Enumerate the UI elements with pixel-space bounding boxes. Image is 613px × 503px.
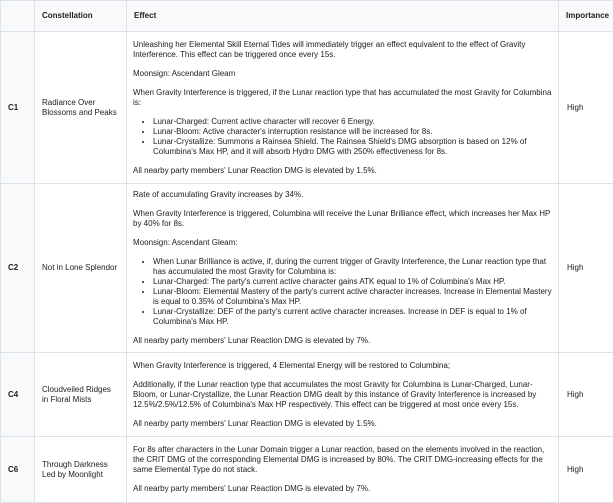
- row-effect: [127, 437, 559, 503]
- row-importance: High: [559, 184, 613, 353]
- header-importance: Importance: [559, 1, 613, 32]
- effect-paragraph: All nearby party members' Lunar Reaction DMG is elevated by 1.5%.: [133, 419, 552, 429]
- effect-bullet-item: • Lunar-Crystallize: DEF of the party's current active character increases. Increase in DEF is equal to 1% of Columbina's Max HP.: [153, 307, 552, 327]
- header-constellation: Constellation: [35, 1, 127, 32]
- effect-paragraph: All nearby party members' Lunar Reaction DMG is elevated by 7%.: [133, 484, 552, 494]
- effect-bullet-list: [133, 257, 552, 327]
- effect-bullet-item: • Lunar-Bloom: Elemental Mastery of the party's current active character increases. Increase in Elemental Mastery is equal to 0.35% of Columbina's Max HP.: [153, 287, 552, 307]
- effect-paragraph: When Gravity Interference is triggered, if the Lunar reaction type that has accumulated the most Gravity for Columbina is:: [133, 88, 552, 108]
- effect-bullet-item: • Lunar-Charged: Current active character will recover 6 Energy.: [153, 117, 552, 127]
- row-constellation-name: Cloudveiled Ridges in Floral Mists: [35, 353, 127, 437]
- table-row: [1, 437, 613, 503]
- header-effect: Effect: [127, 1, 559, 32]
- table-body: [1, 32, 613, 503]
- effect-bullet-item: • Lunar-Bloom: Active character's interruption resistance will be increased for 8s.: [153, 127, 552, 137]
- effect-paragraph: For 8s after characters in the Lunar Domain trigger a Lunar reaction, based on the elements involved in the reaction, the CRIT DMG of the corresponding Elemental DMG is increased by 80%. The CRIT DMG-increasing effects for the same Elemental Type do not stack.: [133, 445, 552, 475]
- effect-bullet-item: • Lunar-Crystallize: Summons a Rainsea Shield. The Rainsea Shield's DMG absorption is based on 12% of Columbina's Max HP, and it will absorb Hydro DMG with 250% effectiveness for 8s.: [153, 137, 552, 157]
- table-header: [1, 1, 613, 32]
- effect-bullet-item: • When Lunar Brilliance is active, if, during the current trigger of Gravity Interference, the Lunar reaction type that has accumulated the most Gravity for Columbina is:: [153, 257, 552, 277]
- table-row: [1, 353, 613, 437]
- effect-paragraph: When Gravity Interference is triggered, Columbina will receive the Lunar Brilliance effect, which increases her Max HP by 40% for 8s.: [133, 209, 552, 229]
- header-row: [1, 1, 613, 32]
- row-constellation-name: Not in Lone Splendor: [35, 184, 127, 353]
- row-effect: [127, 184, 559, 353]
- header-rank: [1, 1, 35, 32]
- effect-paragraph: Rate of accumulating Gravity increases by 34%.: [133, 190, 552, 200]
- effect-paragraph: All nearby party members' Lunar Reaction DMG is elevated by 7%.: [133, 336, 552, 346]
- table-row: [1, 32, 613, 184]
- effect-paragraph: Unleashing her Elemental Skill Eternal Tides will immediately trigger an effect equivalent to the effect of Gravity Interference. This effect can be triggered once every 15s.: [133, 40, 552, 60]
- effect-paragraph: All nearby party members' Lunar Reaction DMG is elevated by 1.5%.: [133, 166, 552, 176]
- row-importance: High: [559, 353, 613, 437]
- table-row: [1, 184, 613, 353]
- row-importance: High: [559, 32, 613, 184]
- effect-bullet-item: • Lunar-Charged: The party's current active character gains ATK equal to 1% of Columbina's Max HP.: [153, 277, 552, 287]
- row-effect: [127, 32, 559, 184]
- effect-bullet-list: [133, 117, 552, 157]
- row-constellation-name: Radiance Over Blossoms and Peaks: [35, 32, 127, 184]
- row-rank: C1: [1, 32, 35, 184]
- row-rank: C6: [1, 437, 35, 503]
- row-rank: C2: [1, 184, 35, 353]
- effect-paragraph: Moonsign: Ascendant Gleam: [133, 69, 552, 79]
- effect-paragraph: Moonsign: Ascendant Gleam:: [133, 238, 552, 248]
- row-importance: High: [559, 437, 613, 503]
- effect-paragraph: When Gravity Interference is triggered, 4 Elemental Energy will be restored to Columbina;: [133, 361, 552, 371]
- row-constellation-name: Through Darkness Led by Moonlight: [35, 437, 127, 503]
- row-effect: [127, 353, 559, 437]
- row-rank: C4: [1, 353, 35, 437]
- effect-paragraph: Additionally, if the Lunar reaction type that accumulates the most Gravity for Columbina is Lunar-Charged, Lunar-Bloom, or Lunar-Crystallize, the Lunar Reaction DMG dealt by this instance of Gravity Interference is increased by 12.5%/2.5%/12.5% of Columbina's Max HP respectively. This effect can be triggered at most once every 15s.: [133, 380, 552, 410]
